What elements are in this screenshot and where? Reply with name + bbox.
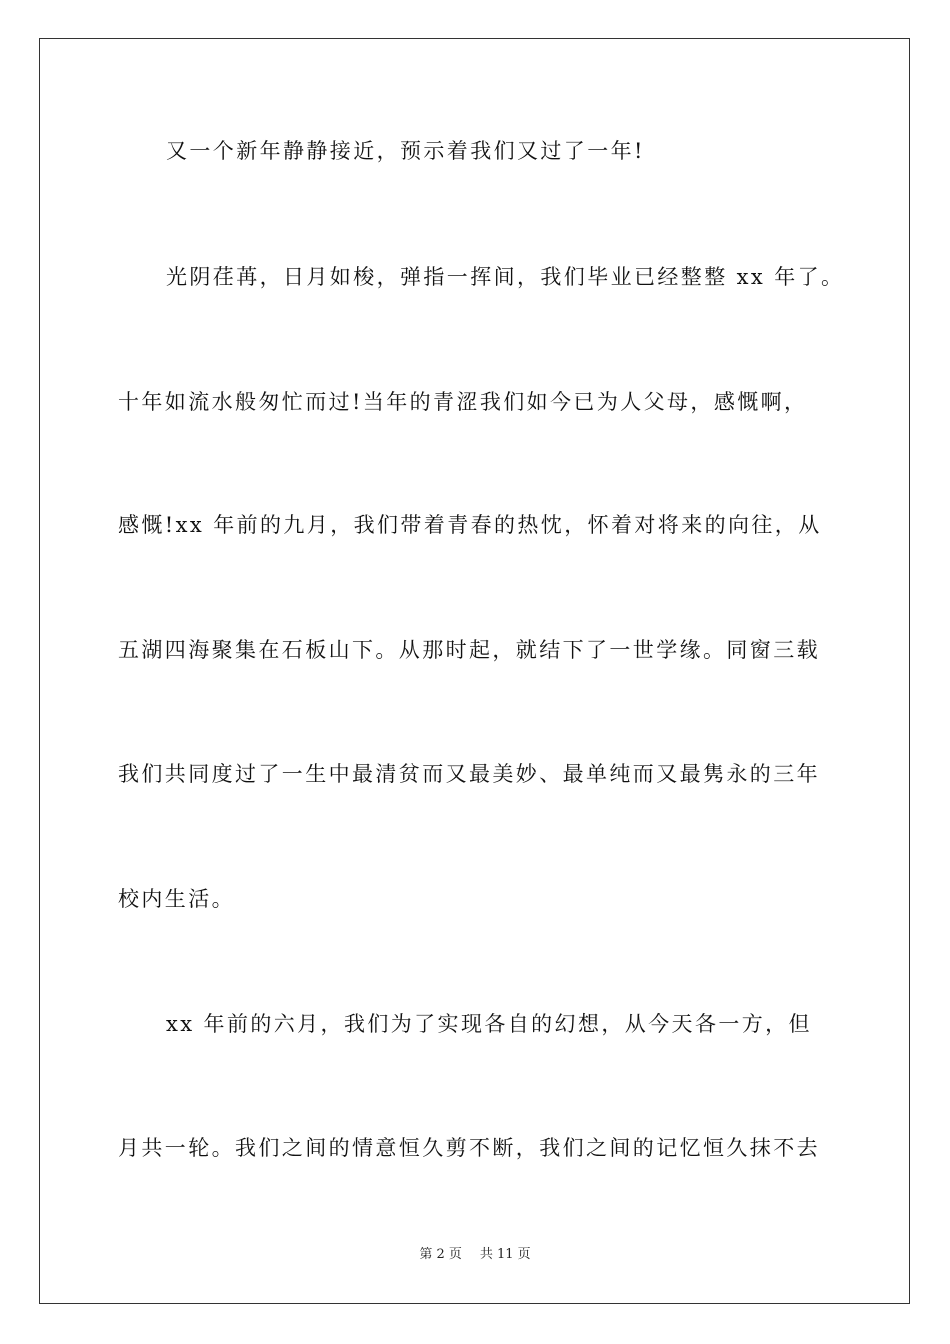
paragraph-line-8: xx 年前的六月，我们为了实现各自的幻想，从今天各一方，但 bbox=[166, 1012, 812, 1036]
page-footer bbox=[0, 1246, 950, 1264]
paragraph-line-9: 月共一轮。我们之间的情意恒久剪不断，我们之间的记忆恒久抹不去 bbox=[118, 1136, 820, 1160]
paragraph-line-6: 我们共同度过了一生中最清贫而又最美妙、最单纯而又最隽永的三年 bbox=[118, 762, 820, 786]
paragraph-line-1: 又一个新年静静接近，预示着我们又过了一年! bbox=[166, 139, 645, 163]
page-border bbox=[39, 38, 910, 1304]
page-number: 第 2 页 bbox=[419, 1247, 462, 1262]
paragraph-line-3: 十年如流水般匆忙而过!当年的青涩我们如今已为人父母，感慨啊， bbox=[118, 390, 808, 414]
total-pages: 共 11 页 bbox=[479, 1247, 531, 1262]
paragraph-line-4: 感慨!xx 年前的九月，我们带着青春的热忱，怀着对将来的向往，从 bbox=[118, 513, 822, 537]
paragraph-line-5: 五湖四海聚集在石板山下。从那时起，就结下了一世学缘。同窗三载 bbox=[118, 638, 820, 662]
paragraph-line-7: 校内生活。 bbox=[118, 887, 235, 911]
paragraph-line-2: 光阴荏苒，日月如梭，弹指一挥间，我们毕业已经整整 xx 年了。 bbox=[166, 265, 845, 289]
